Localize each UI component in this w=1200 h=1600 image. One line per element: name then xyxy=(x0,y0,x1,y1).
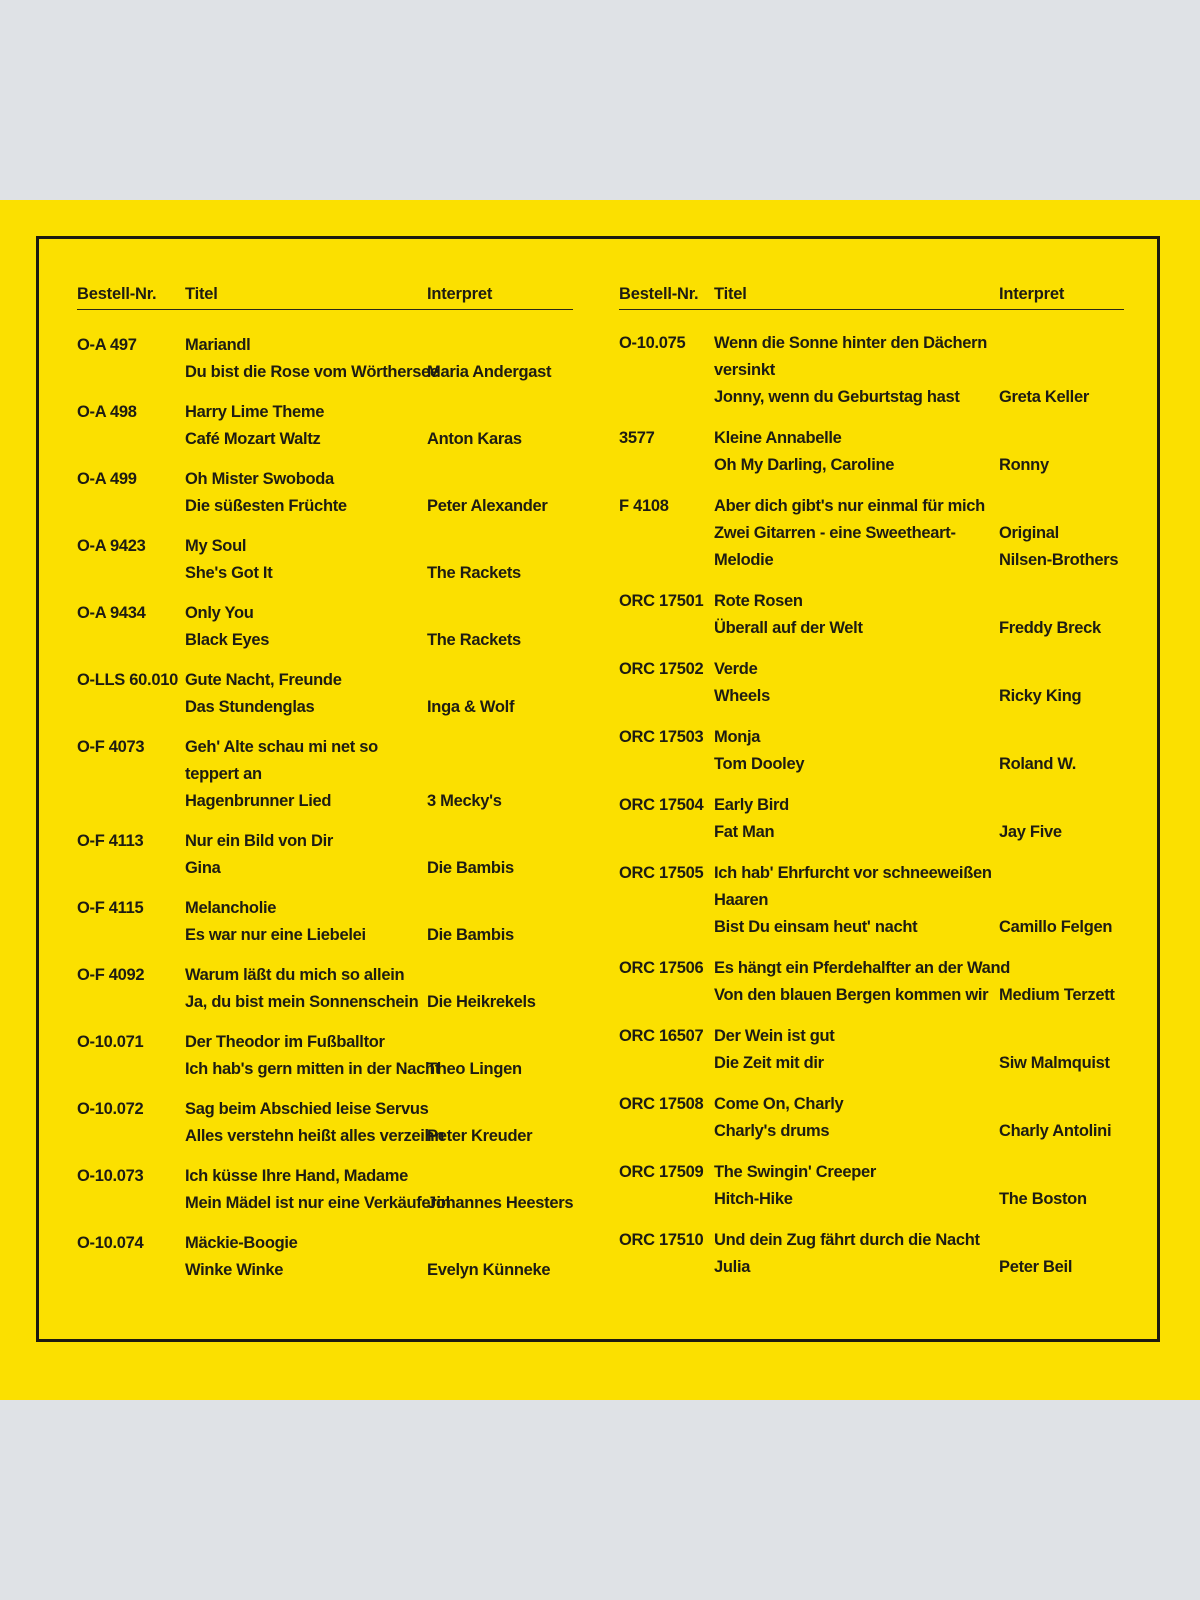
artist: Freddy Breck xyxy=(999,619,1101,637)
artist: Ronny xyxy=(999,456,1049,474)
record-list-sheet xyxy=(0,200,1200,1400)
song-title: Nur ein Bild von Dir xyxy=(185,832,334,850)
song-title: Hitch-Hike xyxy=(714,1190,793,1208)
artist: The Rackets xyxy=(427,631,521,649)
artist-line-2: Nilsen-Brothers xyxy=(999,551,1119,569)
titles xyxy=(714,792,789,846)
artist: Peter Kreuder xyxy=(427,1127,533,1145)
titles xyxy=(714,425,894,479)
left-header-row xyxy=(77,279,573,310)
order-number: O-A 9434 xyxy=(77,604,146,622)
artist: Ricky King xyxy=(999,687,1082,705)
header-artist: Interpret xyxy=(427,285,493,303)
song-title: Überall auf der Welt xyxy=(714,619,863,637)
artist: Roland W. xyxy=(999,755,1077,773)
song-title: Oh My Darling, Caroline xyxy=(714,456,895,474)
song-title: Kleine Annabelle xyxy=(714,429,842,447)
song-title: Und dein Zug fährt durch die Nacht xyxy=(714,1231,980,1249)
song-title: Der Theodor im Fußballtor xyxy=(185,1033,385,1051)
order-number: O-10.071 xyxy=(77,1033,144,1051)
song-title: Monja xyxy=(714,728,761,746)
artist: Peter Beil xyxy=(999,1258,1073,1276)
song-title: She's Got It xyxy=(185,564,273,582)
header-title: Titel xyxy=(185,285,218,303)
song-title: Only You xyxy=(185,604,254,622)
titles xyxy=(714,1091,843,1145)
song-title: Es war nur eine Liebelei xyxy=(185,926,366,944)
titles xyxy=(714,1227,980,1281)
song-title: versinkt xyxy=(714,361,775,379)
artist: Camillo Felgen xyxy=(999,918,1113,936)
song-title: Es hängt ein Pferdehalfter an der Wand xyxy=(714,959,1011,977)
song-title: Wheels xyxy=(714,687,770,705)
order-number: O-A 9423 xyxy=(77,537,146,555)
artist: Die Bambis xyxy=(427,926,514,944)
order-number: O-10.075 xyxy=(619,334,686,352)
artist: Evelyn Künneke xyxy=(427,1261,551,1279)
song-title: Haaren xyxy=(714,891,769,909)
song-title: Ich küsse Ihre Hand, Madame xyxy=(185,1167,408,1185)
order-number: O-10.073 xyxy=(77,1167,144,1185)
titles xyxy=(185,332,439,386)
order-number: O-A 498 xyxy=(77,403,137,421)
song-title: Melancholie xyxy=(185,899,277,917)
song-title: Rote Rosen xyxy=(714,592,803,610)
order-number: 3577 xyxy=(619,429,655,447)
header-artist: Interpret xyxy=(999,285,1065,303)
song-title: Ja, du bist mein Sonnenschein xyxy=(185,993,419,1011)
titles xyxy=(185,667,342,721)
order-number: O-LLS 60.010 xyxy=(77,671,178,689)
order-number: ORC 16507 xyxy=(619,1027,704,1045)
song-title: Von den blauen Bergen kommen wir xyxy=(714,986,989,1004)
titles xyxy=(185,600,269,654)
song-title: Ich hab's gern mitten in der Nacht xyxy=(185,1060,441,1078)
titles xyxy=(185,828,333,882)
titles xyxy=(714,330,987,411)
song-title: Alles verstehn heißt alles verzeihn xyxy=(185,1127,445,1145)
song-title: Geh' Alte schau mi net so xyxy=(185,738,378,756)
titles xyxy=(185,533,272,587)
order-number: ORC 17504 xyxy=(619,796,704,814)
artist: 3 Mecky's xyxy=(427,792,502,810)
artist: Charly Antolini xyxy=(999,1122,1112,1140)
header-order-number: Bestell-Nr. xyxy=(77,285,157,303)
song-title: Warum läßt du mich so allein xyxy=(185,966,405,984)
song-title: Wenn die Sonne hinter den Dächern xyxy=(714,334,988,352)
song-title: Mein Mädel ist nur eine Verkäuferin xyxy=(185,1194,451,1212)
titles xyxy=(185,1230,298,1284)
song-title: Julia xyxy=(714,1258,751,1276)
artist: Die Bambis xyxy=(427,859,514,877)
order-number: O-10.072 xyxy=(77,1100,144,1118)
titles xyxy=(714,588,863,642)
artist: Original xyxy=(999,524,1059,542)
song-title: Das Stundenglas xyxy=(185,698,315,716)
titles xyxy=(185,466,347,520)
song-title: Bist Du einsam heut' nacht xyxy=(714,918,918,936)
list-frame xyxy=(36,236,1160,1342)
song-title: Die Zeit mit dir xyxy=(714,1054,824,1072)
artist: The Rackets xyxy=(427,564,521,582)
order-number: ORC 17502 xyxy=(619,660,704,678)
song-title: Oh Mister Swoboda xyxy=(185,470,334,488)
song-title: Melodie xyxy=(714,551,774,569)
song-title: teppert an xyxy=(185,765,262,783)
titles xyxy=(185,1029,440,1083)
titles xyxy=(714,1023,835,1077)
song-title: Mariandl xyxy=(185,336,251,354)
artist: Johannes Heesters xyxy=(427,1194,574,1212)
order-number: O-F 4115 xyxy=(77,899,144,917)
song-title: Gina xyxy=(185,859,221,877)
titles xyxy=(185,399,324,453)
song-title: Jonny, wenn du Geburtstag hast xyxy=(714,388,960,406)
titles xyxy=(714,724,804,778)
order-number: O-F 4092 xyxy=(77,966,145,984)
order-number: O-A 499 xyxy=(77,470,137,488)
header-title: Titel xyxy=(714,285,747,303)
right-header-row xyxy=(619,279,1124,310)
song-title: Tom Dooley xyxy=(714,755,805,773)
artist: Siw Malmquist xyxy=(999,1054,1110,1072)
song-title: Du bist die Rose vom Wörthersee xyxy=(185,363,439,381)
song-title: The Swingin' Creeper xyxy=(714,1163,877,1181)
order-number: ORC 17508 xyxy=(619,1095,704,1113)
song-title: Charly's drums xyxy=(714,1122,830,1140)
song-title: Mäckie-Boogie xyxy=(185,1234,298,1252)
song-title: Harry Lime Theme xyxy=(185,403,325,421)
titles xyxy=(714,860,992,941)
song-title: Verde xyxy=(714,660,758,678)
artist: Anton Karas xyxy=(427,430,522,448)
song-title: Early Bird xyxy=(714,796,789,814)
order-number: ORC 17506 xyxy=(619,959,704,977)
song-title: Black Eyes xyxy=(185,631,270,649)
order-number: O-F 4113 xyxy=(77,832,144,850)
song-title: Zwei Gitarren - eine Sweetheart- xyxy=(714,524,956,542)
order-number: ORC 17509 xyxy=(619,1163,704,1181)
artist: Peter Alexander xyxy=(427,497,548,515)
left-column xyxy=(77,279,574,1279)
artist: Jay Five xyxy=(999,823,1062,841)
song-title: Fat Man xyxy=(714,823,775,841)
order-number: ORC 17505 xyxy=(619,864,704,882)
titles xyxy=(185,1163,451,1217)
titles xyxy=(714,656,770,710)
order-number: O-F 4073 xyxy=(77,738,145,756)
titles xyxy=(714,955,1010,1009)
artist: Inga & Wolf xyxy=(427,698,515,716)
song-title: Ich hab' Ehrfurcht vor schneeweißen xyxy=(714,864,992,882)
order-number: ORC 17510 xyxy=(619,1231,704,1249)
song-title: Aber dich gibt's nur einmal für mich xyxy=(714,497,985,515)
header-order-number: Bestell-Nr. xyxy=(619,285,699,303)
song-title: Sag beim Abschied leise Servus xyxy=(185,1100,429,1118)
song-title: Winke Winke xyxy=(185,1261,284,1279)
order-number: ORC 17501 xyxy=(619,592,704,610)
titles xyxy=(185,1096,444,1150)
artist: The Boston xyxy=(999,1190,1087,1208)
titles xyxy=(185,895,366,949)
song-title: My Soul xyxy=(185,537,247,555)
artist: Die Heikrekels xyxy=(427,993,536,1011)
song-title: Come On, Charly xyxy=(714,1095,844,1113)
order-number: ORC 17503 xyxy=(619,728,704,746)
song-title: Der Wein ist gut xyxy=(714,1027,835,1045)
order-number: F 4108 xyxy=(619,497,669,515)
order-number: O-A 497 xyxy=(77,336,137,354)
titles xyxy=(714,493,985,574)
titles xyxy=(185,962,418,1016)
order-number: O-10.074 xyxy=(77,1234,144,1252)
right-column xyxy=(619,279,1124,1276)
song-title: Gute Nacht, Freunde xyxy=(185,671,342,689)
titles xyxy=(185,734,378,815)
song-title: Die süßesten Früchte xyxy=(185,497,347,515)
song-title: Café Mozart Waltz xyxy=(185,430,321,448)
artist: Theo Lingen xyxy=(427,1060,522,1078)
song-title: Hagenbrunner Lied xyxy=(185,792,332,810)
artist: Medium Terzett xyxy=(999,986,1115,1004)
artist: Maria Andergast xyxy=(427,363,552,381)
artist: Greta Keller xyxy=(999,388,1089,406)
titles xyxy=(714,1159,876,1213)
